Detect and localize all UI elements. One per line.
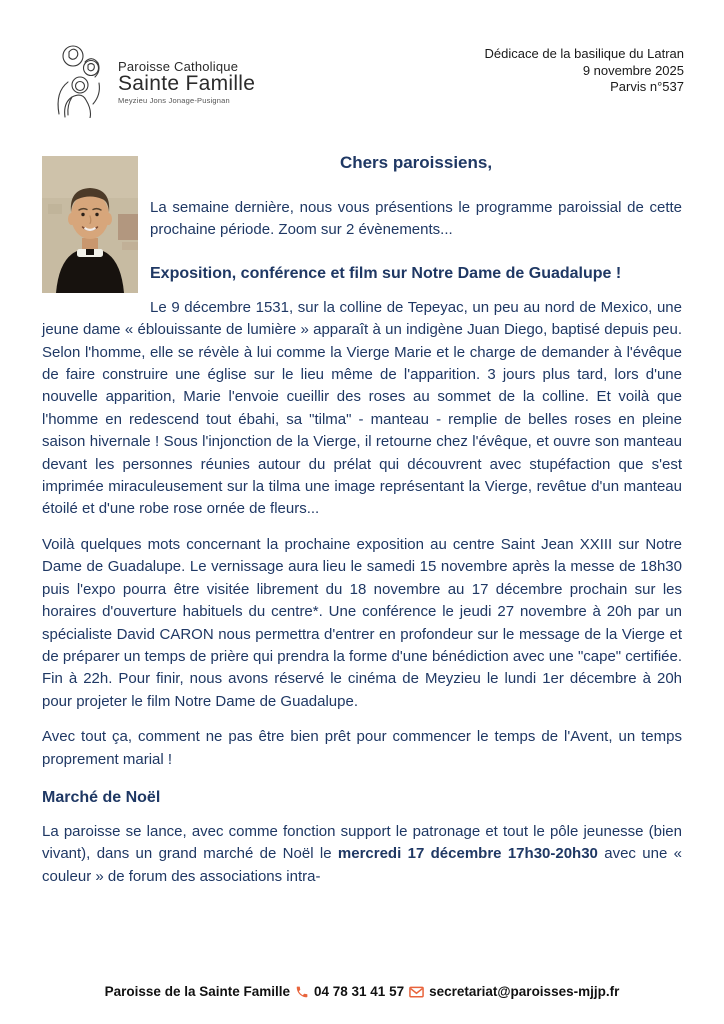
issue-number: Parvis n°537 xyxy=(610,79,684,94)
exposition-details-paragraph: Voilà quelques mots concernant la prochaine exposition au centre Saint Jean XXIII sur Notre Dame de Guadalupe. Le vernissage aura lieu le samedi 15 novembre après la messe de 18h30 puis l'expo pourra être visitée librement du 18 novembre au 17 décembre prochain sur les horaires d'ouverture habituels du centre*. Une conférence le jeudi 27 novembre à 20h par un spécialiste David CARON nous permettra d'entrer en profondeur sur le message de la Vierge et de préparer un temps de prière qui prendra la forme d'une bénédiction avec une "cape" certifiée. Fin à 22h. Pour finir, nous avons réservé le cinéma de Meyzieu le lundi 1er décembre à 20h pour projeter le film Notre Dame de Guadalupe. xyxy=(42,535,682,710)
intro-paragraph: La semaine dernière, nous vous présentions le programme paroissial de cette prochaine période. Zoom sur 2 évènements... xyxy=(150,199,682,239)
marche-noel-date-bold: mercredi 17 décembre 17h30-20h30 xyxy=(337,845,598,863)
guadalupe-story-paragraph: Le 9 décembre 1531, sur la colline de Tepeyac, un peu au nord de Mexico, une jeune dame « éblouissante de lumière » apparaît à un indigène Juan Diego, baptisé depuis peu. Selon l'homme, elle se révèle à lui comme la Vierge Marie et le charge de demander à l'évêque de faire construire une église sur le lieu même de l'apparition. 3 jours plus tard, lors d'une nouvelle apparition, Marie l'envoie cueillir des roses au sommet de la colline. Et voilà que l'homme en redescend tout ébahi, sa "tilma" - manteau - remplie de belles roses en pleine saison hivernale ! Sous l'injonction de la Vierge, il retourne chez l'évêque, et ouvre son manteau devant les personnes réunies autour du prélat qui découvrent avec stupéfaction que s'est imprimée miraculeusement sur la tilma une image représentant la Vierge, revêtue d'un manteau étoilé et d'une robe rose ornée de fleurs... xyxy=(42,298,682,518)
parish-logo-text xyxy=(118,60,255,106)
logo-line3: Meyzieu Jons Jonage-Pusignan xyxy=(118,96,230,106)
parish-logo xyxy=(52,42,255,123)
logo-line1: Paroisse Catholique xyxy=(118,58,239,74)
footer-phone-number: 04 78 31 41 57 xyxy=(314,984,405,999)
priest-photo xyxy=(42,156,138,293)
mail-icon xyxy=(409,986,424,998)
footer-parish-name: Paroisse de la Sainte Famille xyxy=(104,984,290,999)
greeting-heading: Chers paroissiens, xyxy=(339,153,493,172)
page-footer xyxy=(0,984,724,999)
marche-noel-heading: Marché de Noël xyxy=(42,788,161,806)
marche-noel-text-post: avec une « couleur » de forum des associations intra- xyxy=(42,845,682,885)
marche-noel-text-pre: La paroisse se lance, avec comme fonction support le patronage et tout le pôle jeunesse (bien vivant), dans un grand marché de Noël le xyxy=(42,822,682,863)
avent-paragraph: Avec tout ça, comment ne pas être bien prêt pour commencer le temps de l'Avent, un temps proprement marial ! xyxy=(42,728,682,768)
exposition-heading: Exposition, conférence et film sur Notre Dame de Guadalupe ! xyxy=(150,264,622,282)
newsletter-body xyxy=(42,153,682,888)
issue-info xyxy=(485,42,684,96)
holy-family-icon xyxy=(52,42,110,123)
footer-email: secretariat@paroisses-mjjp.fr xyxy=(429,984,620,999)
issue-date: 9 novembre 2025 xyxy=(582,62,684,78)
logo-line2: Sainte Famille xyxy=(118,72,256,96)
issue-feast: Dédicace de la basilique du Latran xyxy=(484,46,684,61)
page-header xyxy=(0,0,724,123)
marche-noel-paragraph xyxy=(42,821,682,888)
phone-icon xyxy=(295,985,309,999)
